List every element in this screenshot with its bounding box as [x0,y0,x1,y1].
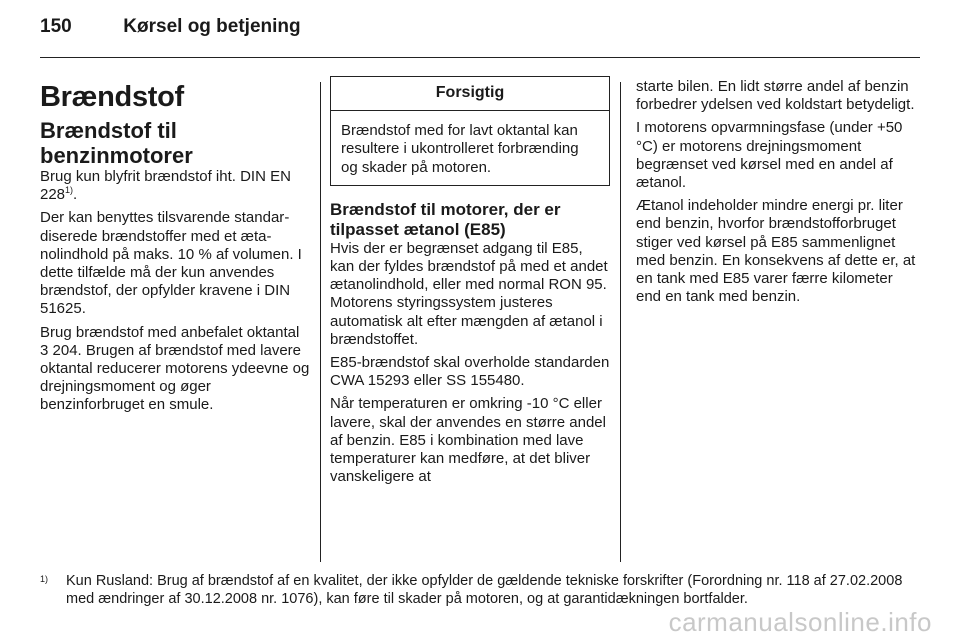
footnote-ref[interactable]: 1) [65,185,74,196]
paragraph-e85-standard: E85-brændstof skal overholde standarden CWA 15293 eller SS 155480. [330,354,610,390]
page-title: Brændstof [40,81,184,113]
paragraph-din [40,168,310,204]
paragraph-energy: Ætanol indeholder mindre energi pr. liter end benzin, hvorfor brændstofforbruget stiger ved kørsel på E85 sammenlignet med benzin. En konsekvens af dette er, at en tank med E85 varer færre kilometer end en tank med benzin. [636,197,916,306]
paragraph-octane [40,324,310,415]
footnote [40,572,920,608]
footnote-marker: 1) [40,574,49,584]
subheading-e85: Brændstof til motorer, der er tilpasset ætanol (E85) [330,199,561,239]
column-divider-2 [620,82,621,562]
column-1 [40,80,310,420]
column-divider-1 [320,82,321,562]
din-text: Brug kun blyfrit brændstof iht. DIN EN 228 [40,168,291,204]
subheading-benzin: Brændstof til benzinmotorer [40,118,193,168]
page-number: 150 [40,16,72,37]
octane-text-b: . Brugen af brændstof med lavere oktantal reducerer motorens ydeevne og drejningsmoment og øger benzinforbruget en smule. [40,341,310,414]
section-title: Kørsel og betjening [123,16,301,37]
header-rule [40,57,920,58]
page-reference-link[interactable]: 3 204 [40,341,78,359]
paragraph-e85-temperature: Når temperaturen er omkring -10 °C eller lavere, skal der anvendes en større andel af benzin. E85 i kombination med lave temperaturer kan medføre, at det bliver vanskeligere at [330,395,606,486]
paragraph-ethanol-limit: Der kan benyttes tilsvarende standardiserede brændstoffer med et ætanolindhold på maks. 10 % af volumen. I dette tilfælde må der kun anvendes brændstof, der opfylder kravene i DIN 51625. [40,209,302,318]
paragraph-warmup: I motorens opvarmningsfase (under +50 °C) er motorens drejningsmoment begrænset ved kørsel med en andel af ætanol. [636,119,903,192]
column-3 [636,78,916,311]
din-text-end: . [73,186,78,204]
octane-text-a: Brug brændstof med anbefalet oktantal [40,323,300,341]
paragraph-e85-access: Hvis der er begrænset adgang til E85, kan der fyldes brændstof på med et andet ætanolindhold, eller med normal RON 95. Motorens styringssystem justeres automatisk alt efter mængden af ætanol i brændstoffet. [330,239,608,348]
column-2 [330,76,610,491]
paragraph-coldstart: starte bilen. En lidt større andel af benzin forbedrer ydelsen ved koldstart betydeligt. [636,78,915,114]
footnote-text: Kun Rusland: Brug af brændstof af en kvalitet, der ikke opfylder de gældende tekniske forskrifter (Forordning nr. 118 af 27.02.2008 med ændringer af 30.12.2008 nr. 1076), kan føre til skader på motoren, og at garantidækningen bortfalder. [66,573,903,607]
page-header [40,16,301,38]
watermark: carmanualsonline.info [668,607,932,637]
caution-box [330,76,610,186]
caution-title: Forsigtig [331,77,609,111]
caution-body: Brændstof med for lavt oktantal kan resultere i ukontrolleret forbrænding og skader på motoren. [341,122,579,176]
